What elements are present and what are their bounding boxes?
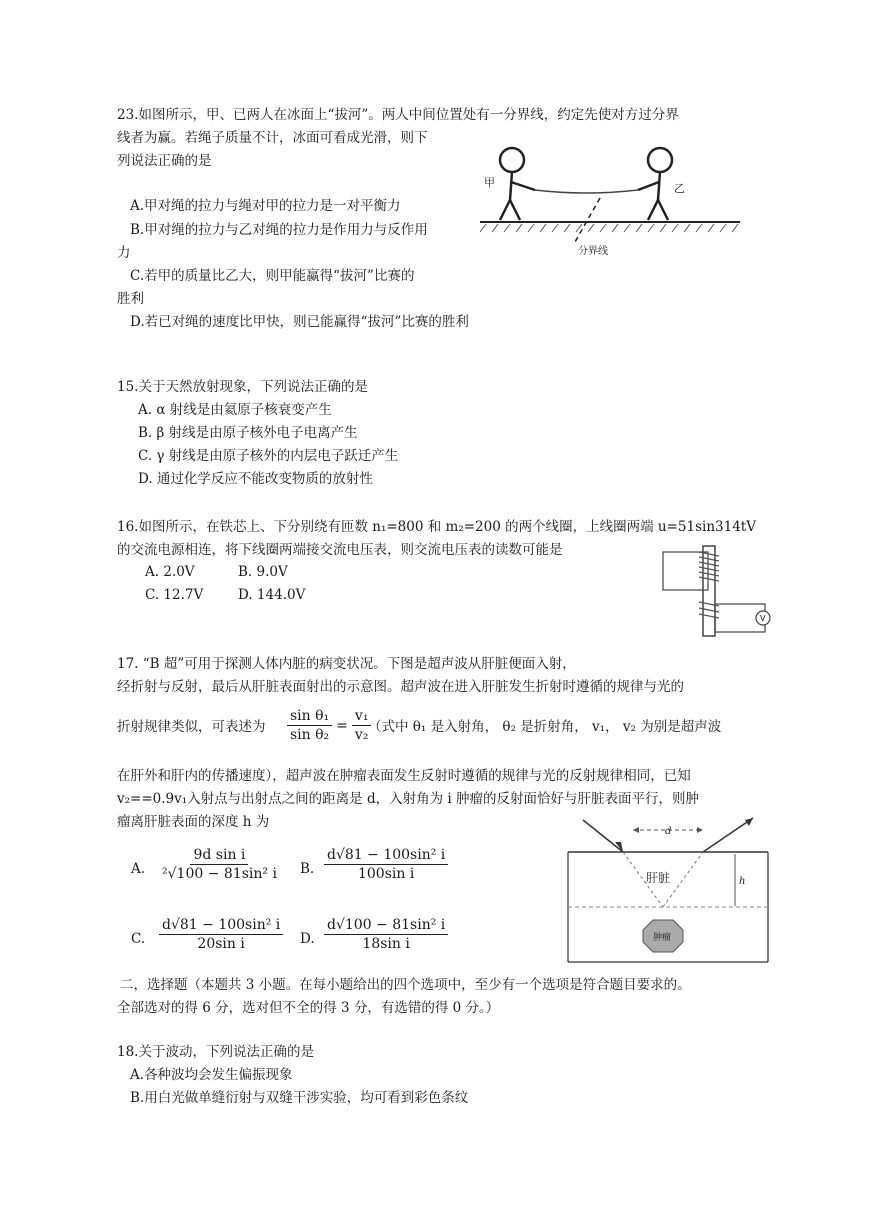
transformer-figure xyxy=(655,540,775,640)
formula2-num: v₁ xyxy=(352,707,372,726)
opt-c-den: 20sin i xyxy=(197,936,245,952)
q17-option-d-formula xyxy=(320,916,452,953)
q23-option-c-cont: 胜利 xyxy=(117,291,144,307)
opt-c-num: d√81 − 100sin² i xyxy=(159,916,283,935)
snell-formula xyxy=(283,707,375,744)
q17-stem-line1: 17. “B 超”可用于探测人体内脏的病变状况。下图是超声波从肝脏便面入射， xyxy=(117,656,576,672)
opt-a-num: 9d sin i xyxy=(190,846,248,865)
q23-stem-line3: 列说法正确的是 xyxy=(117,153,212,169)
opt-d-den: 18sin i xyxy=(362,936,410,952)
q15-option-b: B. β 射线是由原子核外电子电离产生 xyxy=(138,425,358,441)
opt-b-den: 100sin i xyxy=(357,866,415,882)
q17-stem-line5: v₂==0.9v₁入射点与出射点之间的距离是 d，入射角为 i 肿瘤的反射面恰好与肝脏表面平行，则肿 xyxy=(117,791,700,807)
q18-option-b: B.用白光做单缝衍射与双缝干涉实验，均可看到彩色条纹 xyxy=(130,1090,469,1106)
q16-option-a: A. 2.0V xyxy=(145,564,195,580)
distance-d-label: d xyxy=(665,826,672,837)
voltmeter-label: V xyxy=(760,614,766,623)
q17-stem-line3b: （式中 θ₁ 是入射角， θ₂ 是折射角， v₁， v₂ 为别是超声波 xyxy=(368,719,722,735)
q16-option-d: D. 144.0V xyxy=(238,587,306,603)
q17-option-a-label: A. xyxy=(131,861,146,877)
opt-a-den: ²√100 − 81sin² i xyxy=(162,866,277,882)
q16-stem-line1: 16.如图所示，在铁芯上、下分别绕有匝数 n₁=800 和 m₂=200 的两个线圈，上线圈两端 u=51sin314tV xyxy=(117,519,756,535)
label-boundary: 分界线 xyxy=(578,246,608,257)
depth-h-label: h xyxy=(739,876,746,887)
q17-option-b-formula xyxy=(320,846,452,883)
tumor-label: 肿瘤 xyxy=(653,933,672,943)
formula-den: sin θ₂ xyxy=(290,727,330,743)
q16-stem-line2: 的交流电源相连，将下线圈两端接交流电压表，则交流电压表的读数可能是 xyxy=(117,542,563,558)
section2-line1: 二，选择题（本题共 3 小题。在每小题给出的四个选项中，至少有一个选项是符合题目要求的。 xyxy=(120,977,691,993)
q17-stem-line6: 瘤离肝脏表面的深度 h 为 xyxy=(117,814,270,830)
q17-stem-line4: 在肝外和肝内的传播速度），超声波在肿瘤表面发生反射时遵循的规律与光的反射规律相同，已知 xyxy=(117,768,691,784)
q15-stem: 15.关于天然放射现象，下列说法正确的是 xyxy=(117,379,368,395)
q23-option-a: A.甲对绳的拉力与绳对甲的拉力是一对平衡力 xyxy=(130,198,401,214)
formula-eq: = xyxy=(336,717,348,734)
q17-option-c-label: C. xyxy=(131,931,146,947)
q23-option-c: C.若甲的质量比乙大，则甲能赢得“拔河”比赛的 xyxy=(130,268,415,284)
q23-stem-line1: 23.如图所示，甲、已两人在冰面上“拔河”。两人中间位置处有一分界线，约定先使对方过分界 xyxy=(117,107,679,123)
q15-option-a: A. α 射线是由氦原子核衰变产生 xyxy=(138,402,332,418)
label-yi: 乙 xyxy=(674,182,685,195)
q16-option-b: B. 9.0V xyxy=(238,564,288,580)
tug-of-war-figure xyxy=(480,138,760,258)
formula2-den: v₂ xyxy=(354,727,369,743)
opt-d-num: d√100 − 81sin² i xyxy=(324,916,448,935)
q17-option-d-label: D. xyxy=(300,931,315,947)
q17-stem-line3a: 折射规律类似，可表述为 xyxy=(117,719,266,735)
q16-option-c: C. 12.7V xyxy=(145,587,204,603)
liver-label: 肝脏 xyxy=(646,871,671,885)
formula-num: sin θ₁ xyxy=(287,707,332,726)
liver-figure xyxy=(563,812,773,972)
q15-option-c: C. γ 射线是由原子核外的内层电子跃迁产生 xyxy=(138,448,399,464)
opt-b-num: d√81 − 100sin² i xyxy=(324,846,448,865)
q17-option-c-formula xyxy=(155,916,287,953)
q23-option-b: B.甲对绳的拉力与乙对绳的拉力是作用力与反作用 xyxy=(130,222,428,238)
label-jia: 甲 xyxy=(484,176,495,189)
q18-option-a: A.各种波均会发生偏振现象 xyxy=(130,1067,293,1083)
q23-option-d: D.若已对绳的速度比甲快，则已能赢得“拔河”比赛的胜利 xyxy=(130,314,469,330)
section2-line2: 全部选对的得 6 分，选对但不全的得 3 分，有选错的得 0 分。） xyxy=(117,1000,500,1016)
q18-stem: 18.关于波动，下列说法正确的是 xyxy=(117,1044,314,1060)
q17-option-b-label: B. xyxy=(300,861,315,877)
q23-option-b-cont: 力 xyxy=(117,245,131,261)
q17-option-a-formula xyxy=(155,846,284,883)
q17-stem-line2: 经折射与反射，最后从肝脏表面射出的示意图。超声波在进入肝脏发生折射时遵循的规律与光的 xyxy=(117,679,684,695)
q15-option-d: D. 通过化学反应不能改变物质的放射性 xyxy=(138,471,373,487)
q23-stem-line2: 线者为赢。若绳子质量不计，冰面可看成光滑，则下 xyxy=(117,130,428,146)
